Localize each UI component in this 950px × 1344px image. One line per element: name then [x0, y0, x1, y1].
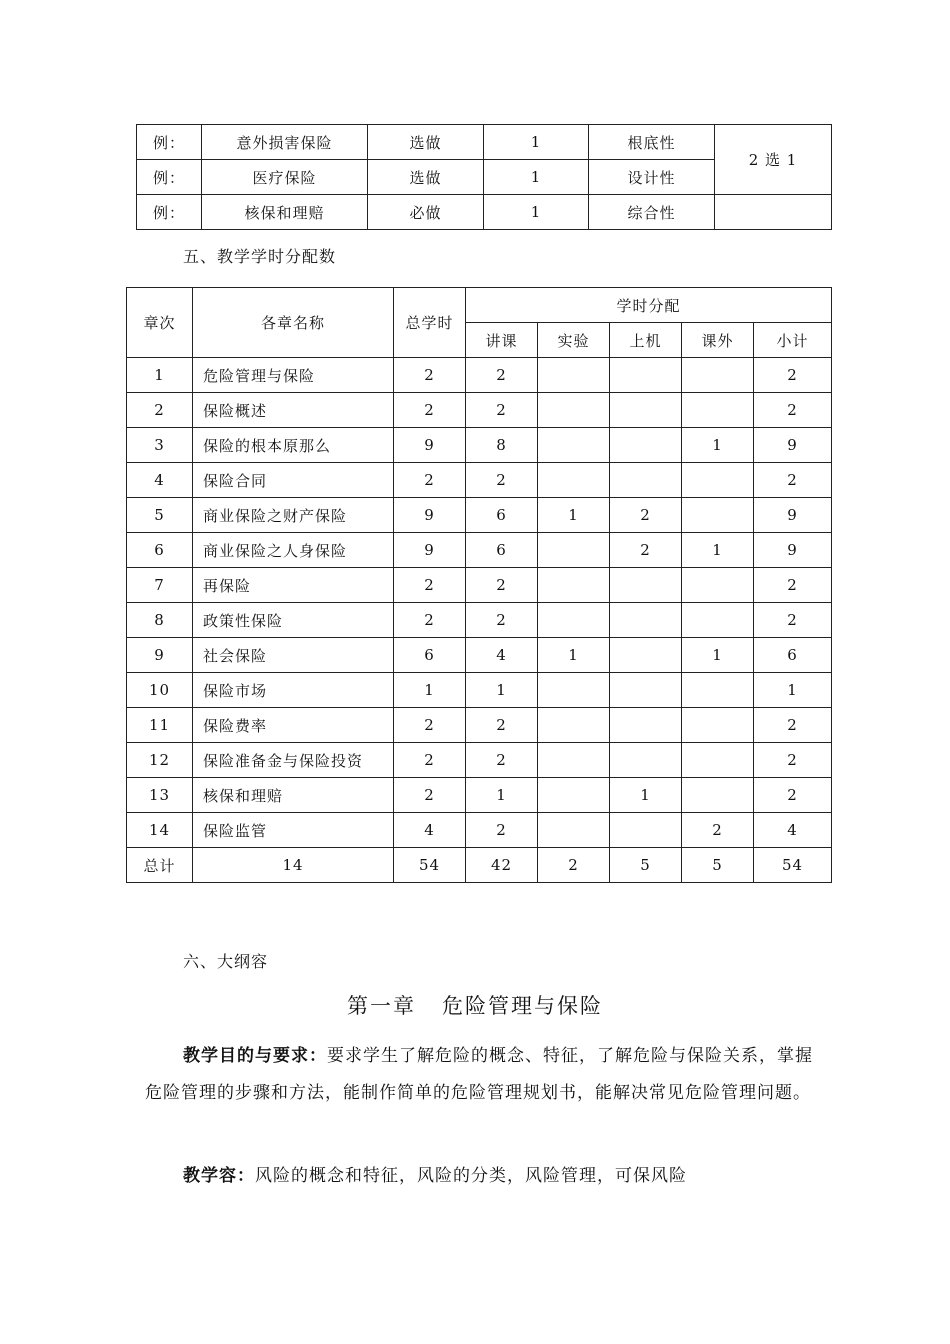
- header-experiment: 实验: [538, 323, 610, 358]
- objectives-text: 要求学生了解危险的概念、特征，了解危险与保险关系，掌握危险管理的步骤和方法，能制作简单的危险管理规划书，能解决常见危险管理问题。: [145, 1046, 813, 1103]
- subtotal-cell: 4: [754, 813, 832, 848]
- subtotal-cell: 6: [754, 638, 832, 673]
- total-hours-cell: 9: [394, 533, 466, 568]
- chapter-heading: [0, 990, 950, 1020]
- experiment-cell: [538, 603, 610, 638]
- experiment-name: 意外损害保险: [202, 125, 368, 160]
- total-hours-cell: 2: [394, 568, 466, 603]
- extracurricular-cell: [682, 708, 754, 743]
- experiment-type: 选做: [368, 125, 484, 160]
- section-heading-5: 五、教学学时分配数: [183, 247, 337, 266]
- table-row: [137, 195, 832, 230]
- computer-cell: 2: [610, 533, 682, 568]
- totals-experiment: 2: [538, 848, 610, 883]
- chapter-number-cell: 14: [127, 813, 193, 848]
- experiment-nature: 设计性: [589, 160, 715, 195]
- chapter-name-cell: 保险监管: [193, 813, 394, 848]
- lecture-cell: 2: [466, 813, 538, 848]
- total-hours-cell: 9: [394, 498, 466, 533]
- subtotal-cell: 2: [754, 708, 832, 743]
- table-row: [127, 533, 832, 568]
- total-hours-cell: 2: [394, 463, 466, 498]
- extracurricular-cell: 2: [682, 813, 754, 848]
- computer-cell: [610, 358, 682, 393]
- experiment-cell: [538, 393, 610, 428]
- extracurricular-cell: [682, 603, 754, 638]
- chapter-name-cell: 再保险: [193, 568, 394, 603]
- computer-cell: [610, 638, 682, 673]
- table-row: [127, 743, 832, 778]
- table-row: [127, 778, 832, 813]
- experiment-note: 2 选 1: [715, 125, 832, 195]
- computer-cell: [610, 708, 682, 743]
- header-lecture: 讲课: [466, 323, 538, 358]
- experiment-name: 医疗保险: [202, 160, 368, 195]
- subtotal-cell: 9: [754, 428, 832, 463]
- row-label: 例：: [137, 125, 202, 160]
- experiment-cell: [538, 708, 610, 743]
- table-row: [127, 638, 832, 673]
- subtotal-cell: 2: [754, 743, 832, 778]
- total-hours-cell: 2: [394, 778, 466, 813]
- total-hours-cell: 2: [394, 708, 466, 743]
- extracurricular-cell: [682, 463, 754, 498]
- header-subtotal: 小计: [754, 323, 832, 358]
- header-extracurricular: 课外: [682, 323, 754, 358]
- experiments-table: [136, 124, 832, 230]
- experiment-hours: 1: [484, 160, 589, 195]
- chapter-name-cell: 社会保险: [193, 638, 394, 673]
- lecture-cell: 2: [466, 708, 538, 743]
- table-row: [127, 568, 832, 603]
- subtotal-cell: 2: [754, 568, 832, 603]
- computer-cell: [610, 428, 682, 463]
- computer-cell: [610, 743, 682, 778]
- row-label: 例：: [137, 160, 202, 195]
- chapter-number-cell: 1: [127, 358, 193, 393]
- chapter-number-cell: 3: [127, 428, 193, 463]
- header-chapter: 章次: [127, 288, 193, 358]
- lecture-cell: 2: [466, 568, 538, 603]
- table-row: [127, 463, 832, 498]
- subtotal-cell: 2: [754, 778, 832, 813]
- total-hours-cell: 4: [394, 813, 466, 848]
- experiment-cell: [538, 533, 610, 568]
- chapter-name-cell: 商业保险之人身保险: [193, 533, 394, 568]
- chapter-name-cell: 保险市场: [193, 673, 394, 708]
- totals-row: [127, 848, 832, 883]
- chapter-number-cell: 10: [127, 673, 193, 708]
- header-computer: 上机: [610, 323, 682, 358]
- lecture-cell: 1: [466, 778, 538, 813]
- computer-cell: [610, 673, 682, 708]
- lecture-cell: 2: [466, 358, 538, 393]
- computer-cell: [610, 463, 682, 498]
- subtotal-cell: 2: [754, 393, 832, 428]
- chapter-name-cell: 核保和理赔: [193, 778, 394, 813]
- totals-subtotal: 54: [754, 848, 832, 883]
- extracurricular-cell: [682, 673, 754, 708]
- totals-lecture: 42: [466, 848, 538, 883]
- chapter-number-cell: 6: [127, 533, 193, 568]
- chapter-number-cell: 13: [127, 778, 193, 813]
- lecture-cell: 6: [466, 533, 538, 568]
- experiment-name: 核保和理赔: [202, 195, 368, 230]
- extracurricular-cell: [682, 743, 754, 778]
- table-row: [127, 393, 832, 428]
- lecture-cell: 2: [466, 393, 538, 428]
- table-row: [127, 498, 832, 533]
- objectives-paragraph: [145, 1038, 825, 1112]
- chapter-name-cell: 危险管理与保险: [193, 358, 394, 393]
- computer-cell: 2: [610, 498, 682, 533]
- chapter-number-cell: 8: [127, 603, 193, 638]
- table-row: [137, 125, 832, 160]
- objectives-label: 教学目的与要求：: [183, 1046, 327, 1066]
- subtotal-cell: 1: [754, 673, 832, 708]
- table-row: [127, 673, 832, 708]
- experiment-cell: [538, 428, 610, 463]
- table-row: [127, 603, 832, 638]
- experiment-cell: [538, 778, 610, 813]
- chapter-name-cell: 保险费率: [193, 708, 394, 743]
- lecture-cell: 6: [466, 498, 538, 533]
- totals-chapters: 14: [193, 848, 394, 883]
- chapter-title: 危险管理与保险: [442, 994, 603, 1018]
- table-row: [127, 428, 832, 463]
- extracurricular-cell: 1: [682, 533, 754, 568]
- experiment-hours: 1: [484, 195, 589, 230]
- chapter-number-cell: 11: [127, 708, 193, 743]
- subtotal-cell: 9: [754, 498, 832, 533]
- table-row: [127, 358, 832, 393]
- chapter-name-cell: 保险合同: [193, 463, 394, 498]
- extracurricular-cell: [682, 393, 754, 428]
- lecture-cell: 4: [466, 638, 538, 673]
- extracurricular-cell: [682, 568, 754, 603]
- header-allocation: 学时分配: [466, 288, 832, 323]
- experiment-cell: [538, 463, 610, 498]
- totals-total: 54: [394, 848, 466, 883]
- content-label: 教学容：: [183, 1166, 255, 1186]
- subtotal-cell: 2: [754, 463, 832, 498]
- total-hours-cell: 9: [394, 428, 466, 463]
- lecture-cell: 2: [466, 463, 538, 498]
- chapter-number-cell: 4: [127, 463, 193, 498]
- lecture-cell: 1: [466, 673, 538, 708]
- chapter-number-cell: 9: [127, 638, 193, 673]
- chapter-number: 第一章: [347, 994, 416, 1018]
- lecture-cell: 2: [466, 743, 538, 778]
- total-hours-cell: 2: [394, 603, 466, 638]
- table-row: [127, 708, 832, 743]
- lecture-cell: 8: [466, 428, 538, 463]
- total-hours-cell: 2: [394, 358, 466, 393]
- computer-cell: [610, 603, 682, 638]
- chapter-name-cell: 政策性保险: [193, 603, 394, 638]
- subtotal-cell: 9: [754, 533, 832, 568]
- subtotal-cell: 2: [754, 358, 832, 393]
- totals-label: 总计: [127, 848, 193, 883]
- extracurricular-cell: [682, 498, 754, 533]
- experiment-cell: [538, 743, 610, 778]
- chapter-number-cell: 5: [127, 498, 193, 533]
- extracurricular-cell: [682, 778, 754, 813]
- total-hours-cell: 1: [394, 673, 466, 708]
- header-total: 总学时: [394, 288, 466, 358]
- extracurricular-cell: 1: [682, 638, 754, 673]
- total-hours-cell: 6: [394, 638, 466, 673]
- extracurricular-cell: 1: [682, 428, 754, 463]
- experiment-cell: [538, 358, 610, 393]
- experiment-cell: [538, 568, 610, 603]
- totals-extra: 5: [682, 848, 754, 883]
- total-hours-cell: 2: [394, 743, 466, 778]
- chapter-name-cell: 保险准备金与保险投资: [193, 743, 394, 778]
- chapter-name-cell: 保险概述: [193, 393, 394, 428]
- totals-computer: 5: [610, 848, 682, 883]
- experiment-nature: 根底性: [589, 125, 715, 160]
- header-name: 各章名称: [193, 288, 394, 358]
- experiment-cell: 1: [538, 498, 610, 533]
- experiment-cell: [538, 673, 610, 708]
- content-paragraph: [145, 1158, 825, 1195]
- computer-cell: [610, 393, 682, 428]
- experiment-nature: 综合性: [589, 195, 715, 230]
- total-hours-cell: 2: [394, 393, 466, 428]
- hours-table: [126, 287, 832, 883]
- chapter-name-cell: 保险的根本原那么: [193, 428, 394, 463]
- section-heading-6: 六、大纲容: [183, 952, 269, 971]
- chapter-number-cell: 7: [127, 568, 193, 603]
- extracurricular-cell: [682, 358, 754, 393]
- computer-cell: [610, 813, 682, 848]
- experiment-type: 选做: [368, 160, 484, 195]
- lecture-cell: 2: [466, 603, 538, 638]
- table-row: [127, 813, 832, 848]
- chapter-number-cell: 12: [127, 743, 193, 778]
- experiment-type: 必做: [368, 195, 484, 230]
- header-row: [127, 288, 832, 323]
- experiment-hours: 1: [484, 125, 589, 160]
- experiment-cell: [538, 813, 610, 848]
- computer-cell: [610, 568, 682, 603]
- subtotal-cell: 2: [754, 603, 832, 638]
- chapter-name-cell: 商业保险之财产保险: [193, 498, 394, 533]
- content-text: 风险的概念和特征，风险的分类，风险管理，可保风险: [255, 1166, 687, 1186]
- experiment-note-empty: [715, 195, 832, 230]
- chapter-number-cell: 2: [127, 393, 193, 428]
- row-label: 例：: [137, 195, 202, 230]
- experiment-cell: 1: [538, 638, 610, 673]
- computer-cell: 1: [610, 778, 682, 813]
